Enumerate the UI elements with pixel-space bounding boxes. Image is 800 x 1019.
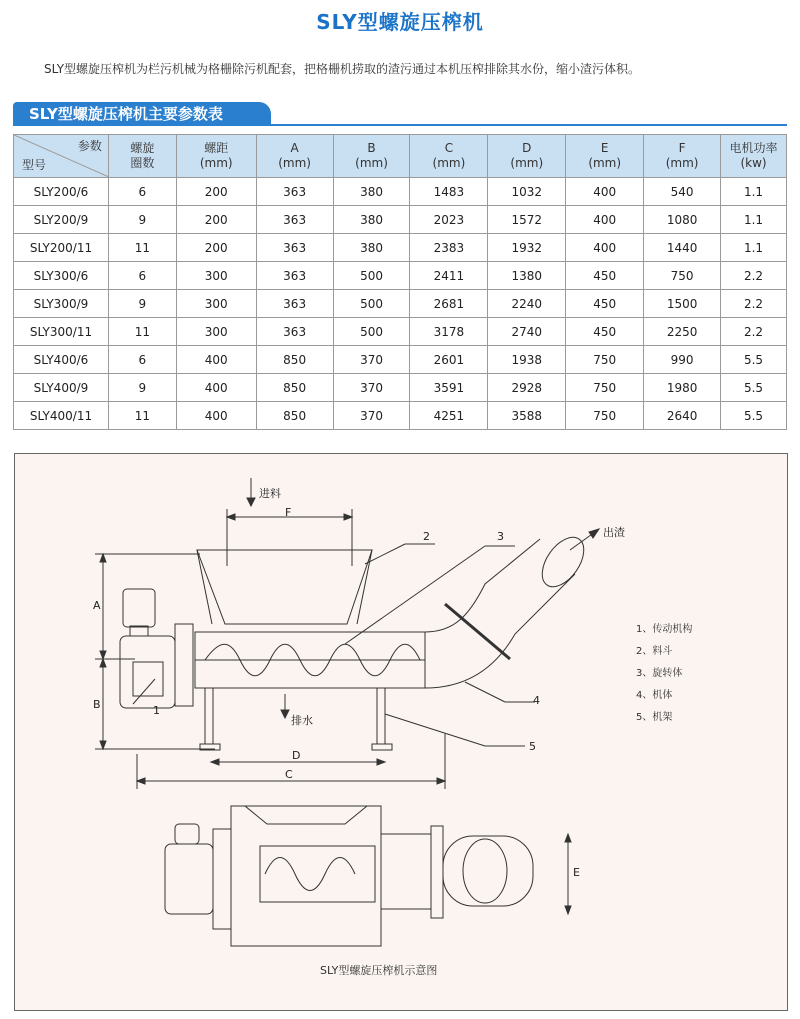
schematic-diagram [14,453,788,1011]
corner-bottom-label: 型号 [22,158,47,172]
table-row [14,178,787,206]
header-cell: 电机功率 (kw) [721,135,787,178]
value-cell: 11 [108,318,176,346]
value-cell: 750 [566,374,644,402]
value-cell: 6 [108,178,176,206]
plan-motor [175,824,199,844]
table-row [14,234,787,262]
motor [123,589,155,627]
model-cell: SLY200/11 [14,234,109,262]
outlet-flange [445,604,510,659]
dim-label-b: B [93,698,101,711]
value-cell: 3591 [410,374,488,402]
diagram-caption: SLY型螺旋压榨机示意图 [320,964,438,977]
header-cell: D (mm) [488,135,566,178]
value-cell: 370 [333,374,410,402]
value-cell: 5.5 [721,402,787,430]
dim-label-c: C [285,768,293,781]
value-cell: 2640 [644,402,721,430]
callout-1: 1 [153,704,160,717]
table-row [14,374,787,402]
table-body [14,178,787,430]
legend-item: 3、旋转体 [636,668,683,679]
value-cell: 3588 [488,402,566,430]
value-cell: 1080 [644,206,721,234]
value-cell: 11 [108,402,176,430]
value-cell: 1.1 [721,206,787,234]
dim-label-a: A [93,599,101,612]
value-cell: 2.2 [721,290,787,318]
table-row [14,318,787,346]
drain-label: 排水 [291,714,313,727]
value-cell: 2928 [488,374,566,402]
value-cell: 400 [176,346,256,374]
value-cell: 1.1 [721,234,787,262]
value-cell: 500 [333,290,410,318]
diagram-legend [636,619,692,729]
value-cell: 500 [333,318,410,346]
plan-hopper [231,806,381,946]
callout-4: 4 [533,694,540,707]
value-cell: 363 [256,206,333,234]
value-cell: 450 [566,318,644,346]
model-cell: SLY200/6 [14,178,109,206]
value-cell: 400 [566,178,644,206]
legend-item: 4、机体 [636,690,673,701]
value-cell: 450 [566,262,644,290]
value-cell: 540 [644,178,721,206]
value-cell: 200 [176,178,256,206]
header-cell: A (mm) [256,135,333,178]
section-underline [13,124,787,126]
value-cell: 1032 [488,178,566,206]
value-cell: 5.5 [721,374,787,402]
legend-item: 1、传动机构 [636,624,693,635]
callout-5: 5 [529,740,536,753]
value-cell: 2240 [488,290,566,318]
gearbox [120,636,175,708]
schematic-drawing [15,454,787,1010]
legend-item: 2、料斗 [636,646,673,657]
inlet-label: 进料 [259,487,281,500]
hopper [197,550,372,624]
value-cell: 500 [333,262,410,290]
value-cell: 363 [256,318,333,346]
value-cell: 2411 [410,262,488,290]
section-title: SLY型螺旋压榨机主要参数表 [29,105,223,123]
value-cell: 380 [333,206,410,234]
value-cell: 850 [256,402,333,430]
value-cell: 1932 [488,234,566,262]
value-cell: 1440 [644,234,721,262]
value-cell: 5.5 [721,346,787,374]
value-cell: 1500 [644,290,721,318]
value-cell: 450 [566,290,644,318]
model-cell: SLY400/6 [14,346,109,374]
value-cell: 2.2 [721,318,787,346]
value-cell: 850 [256,346,333,374]
intro-text: SLY型螺旋压榨机为栏污机械为格栅除污机配套，把格栅机捞取的渣污通过本机压榨排除其水份，缩小渣污体积。 [44,62,641,76]
table-row [14,262,787,290]
value-cell: 200 [176,206,256,234]
value-cell: 300 [176,290,256,318]
value-cell: 2740 [488,318,566,346]
value-cell: 1483 [410,178,488,206]
value-cell: 363 [256,290,333,318]
value-cell: 9 [108,374,176,402]
value-cell: 400 [566,206,644,234]
value-cell: 1980 [644,374,721,402]
value-cell: 2.2 [721,262,787,290]
value-cell: 400 [176,374,256,402]
value-cell: 2250 [644,318,721,346]
model-cell: SLY300/6 [14,262,109,290]
value-cell: 370 [333,346,410,374]
header-cell: B (mm) [333,135,410,178]
value-cell: 2681 [410,290,488,318]
value-cell: 2383 [410,234,488,262]
legend-item: 5、机架 [636,712,673,723]
table-row [14,206,787,234]
value-cell: 750 [644,262,721,290]
corner-header-cell [14,135,109,178]
value-cell: 363 [256,178,333,206]
corner-top-label: 参数 [77,139,102,153]
outlet-label: 出渣 [603,526,625,539]
value-cell: 11 [108,234,176,262]
table-row [14,290,787,318]
model-cell: SLY400/9 [14,374,109,402]
outlet-end [534,530,592,594]
value-cell: 400 [566,234,644,262]
parameter-table [13,134,787,430]
value-cell: 380 [333,234,410,262]
value-cell: 363 [256,234,333,262]
header-cell: 螺距 (mm) [176,135,256,178]
value-cell: 1380 [488,262,566,290]
value-cell: 200 [176,234,256,262]
value-cell: 400 [176,402,256,430]
dim-label-f: F [285,506,292,519]
section-header [13,102,787,126]
value-cell: 990 [644,346,721,374]
header-cell: E (mm) [566,135,644,178]
model-cell: SLY300/11 [14,318,109,346]
model-cell: SLY300/9 [14,290,109,318]
header-cell: C (mm) [410,135,488,178]
value-cell: 370 [333,402,410,430]
value-cell: 2023 [410,206,488,234]
value-cell: 750 [566,346,644,374]
table-header-row [14,135,787,178]
value-cell: 1.1 [721,178,787,206]
callout-3: 3 [497,530,504,543]
value-cell: 1938 [488,346,566,374]
header-cell: F (mm) [644,135,721,178]
value-cell: 380 [333,178,410,206]
value-cell: 6 [108,262,176,290]
dim-label-e: E [573,866,580,879]
value-cell: 6 [108,346,176,374]
table-row [14,402,787,430]
section-tab [13,102,271,126]
value-cell: 2601 [410,346,488,374]
callout-2: 2 [423,530,430,543]
plan-gearbox [165,844,213,914]
value-cell: 1572 [488,206,566,234]
model-cell: SLY400/11 [14,402,109,430]
model-cell: SLY200/9 [14,206,109,234]
header-cell: 螺旋 圈数 [108,135,176,178]
value-cell: 9 [108,206,176,234]
flange [175,624,193,706]
page-title: SLY型螺旋压榨机 [316,10,484,34]
value-cell: 850 [256,374,333,402]
value-cell: 300 [176,262,256,290]
value-cell: 4251 [410,402,488,430]
value-cell: 300 [176,318,256,346]
value-cell: 3178 [410,318,488,346]
value-cell: 9 [108,290,176,318]
dim-label-d: D [292,749,301,762]
value-cell: 363 [256,262,333,290]
table-row [14,346,787,374]
value-cell: 750 [566,402,644,430]
inlet-arrowhead [247,498,255,506]
